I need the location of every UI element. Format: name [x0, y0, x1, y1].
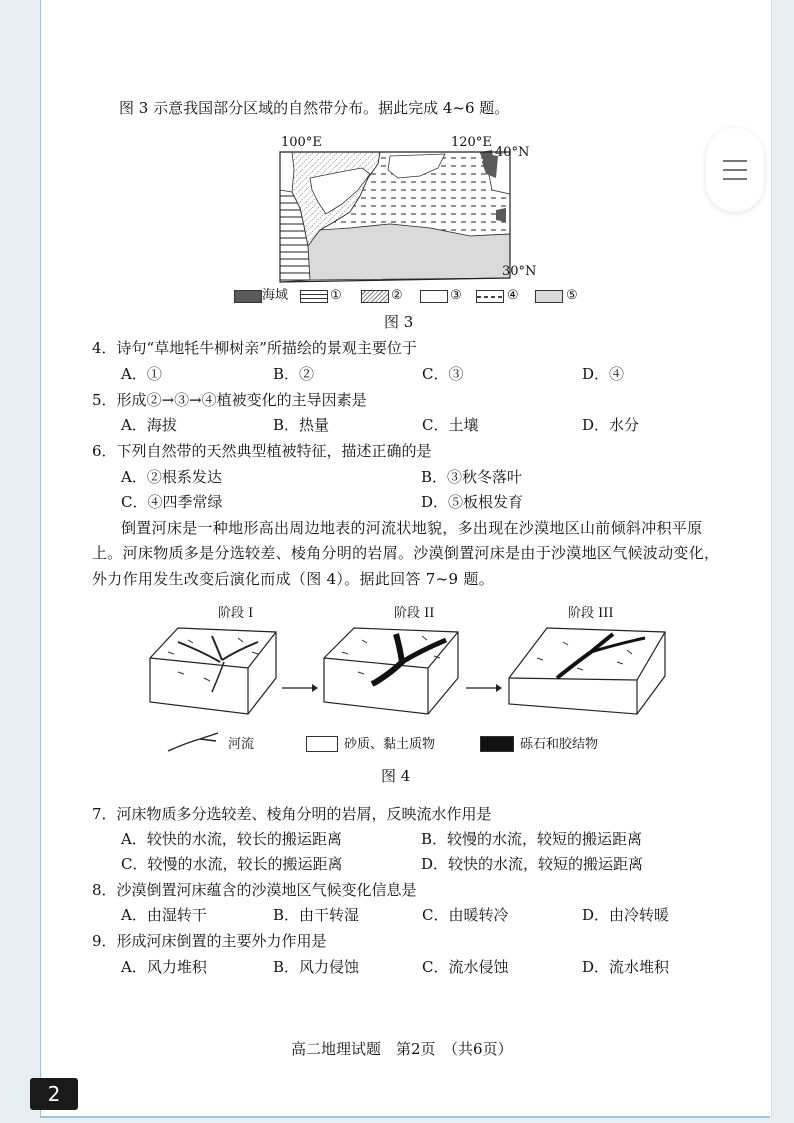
q5-option-b[interactable]: B．热量: [273, 416, 330, 434]
q9-option-d[interactable]: D．流水堆积: [582, 958, 670, 976]
legend-label-5: ⑤: [566, 288, 578, 303]
page-number-badge[interactable]: 2: [30, 1078, 78, 1110]
legend-label-2: ②: [391, 288, 403, 303]
legend-label-3: ③: [450, 288, 462, 303]
fig4-arrow-2: [466, 682, 502, 694]
fig4-block-stage-3: [507, 622, 669, 718]
q7-option-b[interactable]: B．较慢的水流，较短的搬运距离: [421, 830, 643, 848]
legend-label-4: ④: [507, 288, 519, 303]
fig4-legend-sand-swatch: [306, 736, 338, 752]
legend-swatch-2: [361, 290, 389, 303]
fig4-stage-2-label: 阶段 II: [394, 606, 435, 621]
q6-stem: 6．下列自然带的天然典型植被特征，描述正确的是: [92, 442, 432, 460]
passage-line-2: 上。河床物质多是分选较差、棱角分明的岩屑。沙漠倒置河床是由于沙漠地区气候波动变化，: [92, 544, 720, 562]
q8-option-b[interactable]: B．由干转湿: [273, 906, 360, 924]
q5-option-a[interactable]: A．海拔: [121, 416, 177, 434]
passage-line-3: 外力作用发生改变后演化而成（图 4）。据此回答 7~9 题。: [92, 570, 495, 588]
q7-option-d[interactable]: D．较快的水流，较短的搬运距离: [421, 855, 644, 873]
fig4-legend-river-label: 河流: [228, 737, 255, 752]
legend-swatch-4: [476, 290, 504, 303]
q5-stem: 5．形成②→③→④植被变化的主导因素是: [92, 391, 367, 409]
page-bottom-border: [40, 1116, 770, 1118]
hamburger-icon-bar: [723, 178, 747, 180]
fig3-caption: 图 3: [384, 313, 414, 331]
page-footer: 高二地理试题 第2页 （共6页）: [291, 1040, 513, 1058]
fig4-legend-gravel-swatch: [480, 736, 514, 752]
q6-option-b[interactable]: B．③秋冬落叶: [421, 468, 523, 486]
fig4-stage-1-label: 阶段 I: [218, 606, 254, 621]
q4-option-a[interactable]: A．①: [121, 365, 162, 383]
fig4-legend-gravel-label: 砾石和胶结物: [520, 737, 599, 752]
fig4-stage-3-label: 阶段 III: [568, 606, 614, 621]
lat-40n-label: 40°N: [495, 145, 530, 160]
q6-option-d[interactable]: D．⑤板根发育: [421, 493, 524, 511]
q9-option-c[interactable]: C．流水侵蚀: [422, 958, 509, 976]
q8-option-c[interactable]: C．由暖转冷: [422, 906, 509, 924]
lat-30n-label: 30°N: [502, 264, 537, 279]
q4-option-c[interactable]: C．③: [422, 365, 464, 383]
q4-stem: 4．诗句“草地牦牛柳树亲”所描绘的景观主要位于: [92, 339, 417, 357]
fig3-map: [270, 130, 530, 303]
hamburger-icon-bar: [723, 169, 747, 171]
passage-line-1: 倒置河床是一种地形高出周边地表的河流状地貌，多出现在沙漠地区山前倾斜冲积平原: [121, 519, 703, 537]
fig4-block-stage-2: [322, 622, 462, 718]
legend-swatch-3: [420, 290, 448, 303]
q6-option-a[interactable]: A．②根系发达: [121, 468, 222, 486]
q7-stem: 7．河床物质多分选较差、棱角分明的岩屑，反映流水作用是: [92, 805, 492, 823]
fig4-arrow-1: [282, 682, 318, 694]
legend-label-1: ①: [330, 288, 342, 303]
hamburger-icon: [723, 160, 747, 162]
legend-swatch-sea: [234, 290, 262, 303]
q7-option-a[interactable]: A．较快的水流，较长的搬运距离: [121, 830, 342, 848]
q5-option-d[interactable]: D．水分: [582, 416, 640, 434]
legend-swatch-1: [300, 290, 328, 303]
lon-100e-label: 100°E: [281, 135, 322, 150]
q8-stem: 8．沙漠倒置河床蕴含的沙漠地区气候变化信息是: [92, 881, 417, 899]
fig4-legend-river-icon: [166, 729, 222, 755]
q4-option-d[interactable]: D．④: [582, 365, 625, 383]
lon-120e-label: 120°E: [451, 135, 492, 150]
q9-option-a[interactable]: A．风力堆积: [121, 958, 207, 976]
fig4-block-stage-1: [148, 622, 278, 718]
fig4-caption: 图 4: [381, 767, 411, 785]
legend-swatch-5: [535, 290, 563, 303]
q8-option-d[interactable]: D．由冷转暖: [582, 906, 670, 924]
q9-stem: 9．形成河床倒置的主要外力作用是: [92, 932, 327, 950]
legend-label-sea: 海域: [262, 288, 289, 303]
q5-option-c[interactable]: C．土壤: [422, 416, 479, 434]
q6-option-c[interactable]: C．④四季常绿: [121, 493, 223, 511]
q9-option-b[interactable]: B．风力侵蚀: [273, 958, 360, 976]
q4-option-b[interactable]: B．②: [273, 365, 315, 383]
fig3-intro: 图 3 示意我国部分区域的自然带分布。据此完成 4~6 题。: [119, 99, 510, 117]
menu-button[interactable]: [706, 128, 764, 212]
q8-option-a[interactable]: A．由湿转干: [121, 906, 207, 924]
fig4-legend-sand-label: 砂质、黏土质物: [344, 737, 436, 752]
q7-option-c[interactable]: C．较慢的水流，较长的搬运距离: [121, 855, 343, 873]
